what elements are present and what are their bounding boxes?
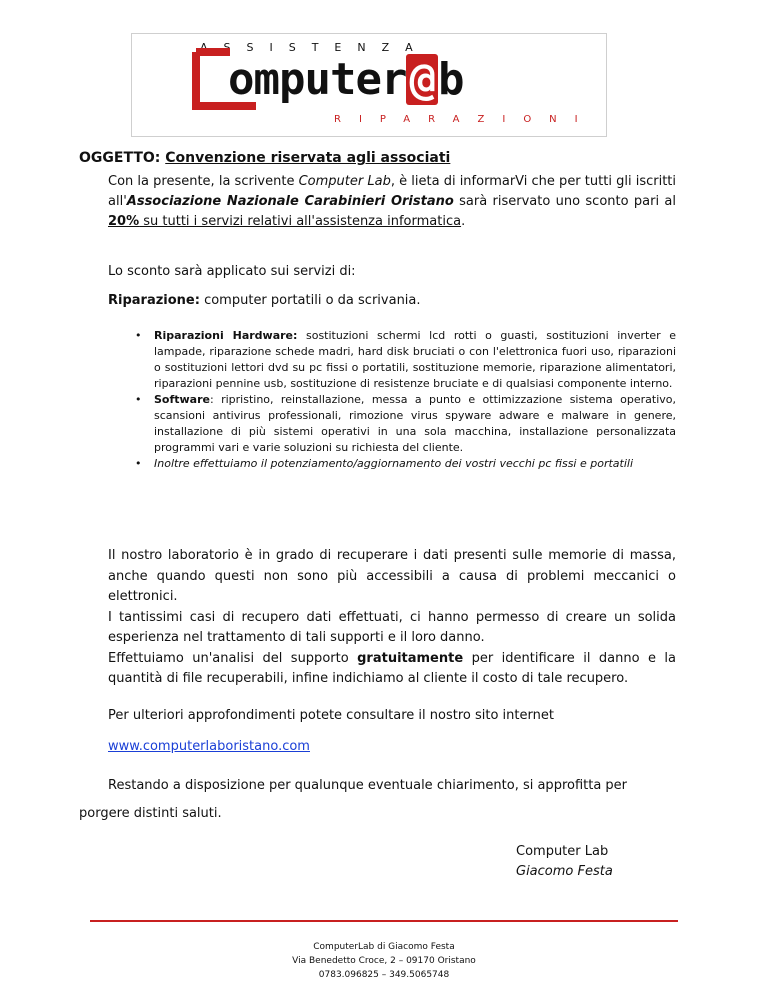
closing-paragraph	[79, 772, 676, 828]
subject-line	[79, 150, 450, 166]
bullet-icon: •	[135, 329, 142, 342]
signature	[516, 842, 613, 882]
logo-top-text: ASSISTENZA	[200, 41, 429, 54]
footer	[0, 940, 768, 982]
signature-company: Computer Lab	[516, 844, 609, 859]
logo-word-left: omputer	[228, 54, 407, 105]
bullet-text: : ripristino, reinstallazione, messa a punto e ottimizzazione sistema operativo, scansioni antivirus professionali, rimozione virus spyware adware e malware in genere, installazione di più sistemi operativi in una sola macchina, installazione personalizzata programmi vari e varie soluzioni su richiesta del cliente.	[154, 393, 676, 454]
closing-line-1: Restando a disposizione per qualunque eventuale chiarimento, si approfitta per	[108, 778, 628, 793]
riparazione-text: computer portatili o da scrivania.	[199, 293, 421, 308]
lab-text-3a: Effettuiamo un'analisi del supporto	[108, 650, 358, 666]
footer-line-3: 0783.096825 – 349.5065748	[318, 970, 450, 980]
intro-paragraph	[108, 172, 676, 232]
logo-word-right: b	[437, 54, 464, 105]
intro-text-5: .	[461, 214, 466, 229]
bullet-text: Inoltre effettuiamo il potenziamento/aggiornamento dei vostri vecchi pc fissi e portatili	[154, 457, 634, 470]
intro-text-2: , è lieta di informarVi che per tutti gli iscritti all'	[108, 174, 677, 209]
association-name: Associazione Nazionale Carabinieri Oristano	[126, 194, 454, 209]
list-item	[135, 328, 676, 392]
lab-text-1: Il nostro laboratorio è in grado di recuperare i dati presenti sulle memorie di massa, anche quando questi non sono più accessibili a causa di problemi meccanici o elettronici.	[108, 548, 676, 604]
lab-text-3b: gratuitamente	[357, 650, 464, 666]
bullet-icon: •	[135, 393, 142, 406]
bullet-label: Software	[154, 393, 210, 406]
logo-word	[228, 54, 463, 105]
intro-text-1: Con la presente, la scrivente	[108, 174, 299, 189]
closing-line-2: porgere distinti saluti.	[79, 806, 222, 821]
list-item	[135, 392, 676, 456]
footer-line-1: ComputerLab di Giacomo Festa	[313, 942, 455, 952]
signature-name: Giacomo Festa	[516, 864, 613, 879]
company-logo	[131, 33, 607, 137]
footer-divider	[90, 920, 678, 922]
subject-text: Convenzione riservata agli associati	[165, 150, 451, 166]
company-name: Computer Lab	[298, 174, 391, 189]
services-list	[135, 328, 676, 472]
lab-text-2: I tantissimi casi di recupero dati effettuati, ci hanno permesso di creare un solida esperienza nel trattamento di tali supporti e il loro danno.	[108, 609, 676, 645]
website-link[interactable]: www.computerlaboristano.com	[108, 739, 310, 754]
bullet-icon: •	[135, 457, 142, 470]
lab-text-3c: per identificare il danno e la quantità di file recuperabili, infine indichiamo al cliente il costo di tale recupero.	[108, 650, 676, 686]
ulteriori-line: Per ulteriori approfondimenti potete consultare il nostro sito internet	[108, 708, 554, 723]
logo-wordmark	[190, 48, 580, 114]
bullet-text: sostituzioni schermi lcd rotti o guasti, sostituzioni inverter e lampade, riparazione schede madri, hard disk bruciati o con l'elettronica fuori uso, riparazioni o sostituzioni lettori dvd su pc fissi o portatili, sostituzione memorie, riparazione alimentatori, riparazioni pennine usb, sostituzione di resistenze bruciate e di qualsiasi componente interno.	[154, 329, 676, 390]
lab-text-3	[108, 649, 676, 690]
riparazione-line	[108, 291, 676, 311]
logo-bottom-text: RIPARAZIONI	[334, 114, 596, 125]
bullet-label: Riparazioni Hardware:	[154, 329, 298, 342]
logo-at-sign: @	[406, 54, 438, 105]
subject-label: OGGETTO:	[79, 150, 161, 166]
lab-paragraph	[108, 546, 676, 690]
intro-text-4: su tutti i servizi relativi all'assistenza informatica	[139, 214, 462, 229]
list-item	[135, 456, 676, 472]
intro-text-3: sarà riservato uno sconto pari al	[453, 194, 676, 209]
discount-percent: 20%	[108, 214, 140, 229]
riparazione-label: Riparazione:	[108, 293, 200, 308]
sconto-line: Lo sconto sarà applicato sui servizi di:	[108, 264, 356, 279]
footer-line-2: Via Benedetto Croce, 2 – 09170 Oristano	[292, 956, 476, 966]
